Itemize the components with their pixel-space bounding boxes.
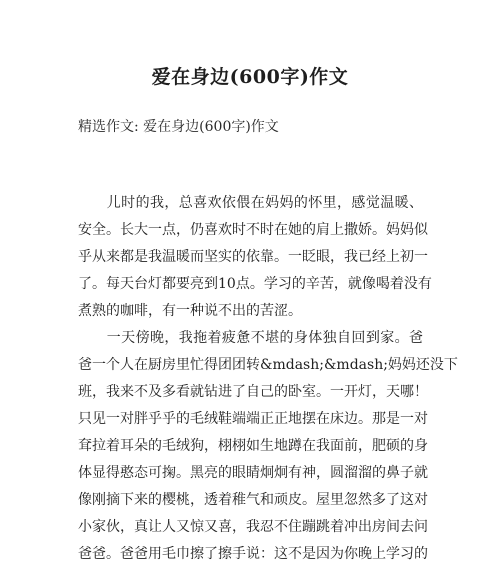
text-line: 儿时的我，总喜欢依偎在妈妈的怀里，感觉温暖、 (78, 195, 423, 211)
text-line: 安全。长大一点，仍喜欢时不时在她的肩上撒娇。妈妈似 (78, 222, 428, 238)
page-title: 爱在身边(600字)作文 (151, 66, 349, 88)
text-line: 小家伙，真让人又惊又喜，我忍不住蹦跳着冲出房间去问 (78, 519, 428, 535)
page-subtitle: 精选作文: 爱在身边(600字)作文 (78, 119, 279, 135)
text-line: 耷拉着耳朵的毛绒狗，栩栩如生地蹲在我面前，肥硕的身 (78, 438, 428, 454)
text-line: 体显得憨态可掬。黑亮的眼睛炯炯有神，圆溜溜的鼻子就 (78, 465, 428, 481)
article-body (78, 190, 458, 568)
text-line: 煮熟的咖啡，有一种说不出的苦涩。 (78, 303, 302, 319)
text-line: 乎从来都是我温暖而坚实的依靠。一眨眼，我已经上初一 (78, 249, 428, 265)
text-line: 一天傍晚，我拖着疲惫不堪的身体独自回到家。爸 (78, 330, 423, 346)
text-line: 爸爸。爸爸用毛巾擦了擦手说：这不是因为你晚上学习的 (78, 546, 428, 562)
paragraph (78, 190, 432, 325)
text-line: 班，我来不及多看就钻进了自己的卧室。一开灯，天哪！ (78, 384, 428, 400)
text-line: 像刚摘下来的樱桃，透着稚气和顽皮。屋里忽然多了这对 (78, 492, 428, 508)
text-line: 了。每天台灯都要亮到10点。学习的辛苦，就像喝着没有 (78, 276, 432, 292)
paragraph (78, 325, 458, 568)
text-line: 爸一个人在厨房里忙得团团转&mdash;&mdash;妈妈还没下 (78, 357, 458, 373)
text-line: 只见一对胖乎乎的毛绒鞋端端正正地摆在床边。那是一对 (78, 411, 428, 427)
